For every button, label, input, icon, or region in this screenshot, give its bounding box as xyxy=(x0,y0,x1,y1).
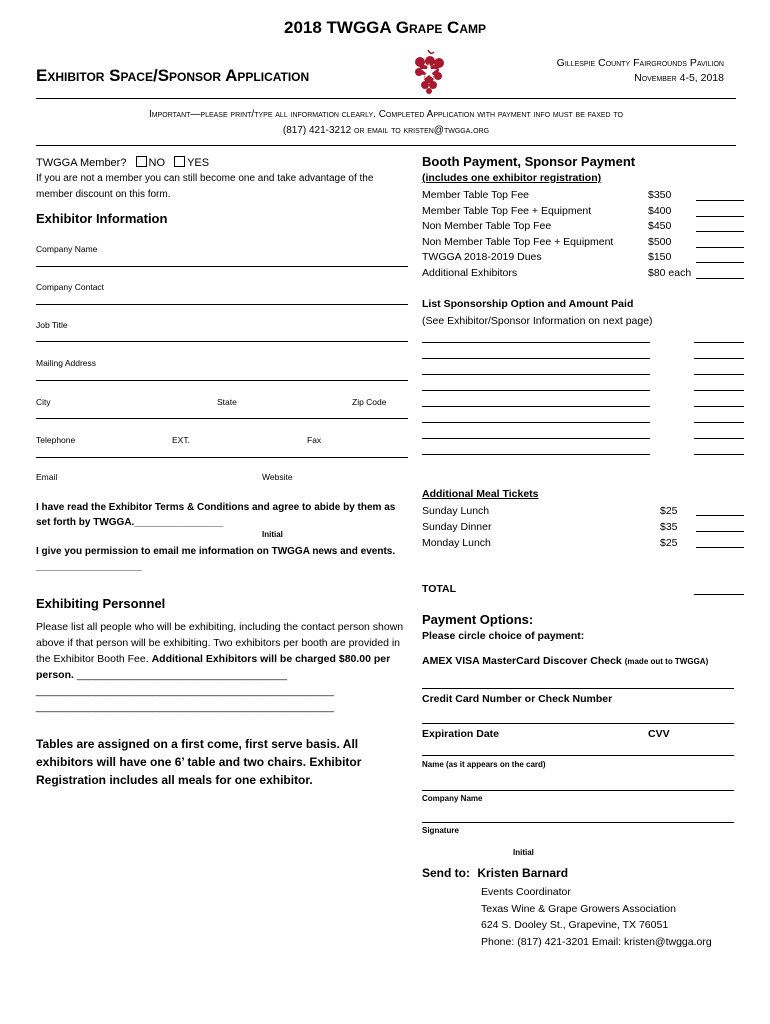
booth-fee-list xyxy=(422,188,744,281)
sponsorship-option-field[interactable] xyxy=(422,390,650,391)
booth-payment-heading: Booth Payment, Sponsor Payment xyxy=(422,154,636,169)
telephone-label: Telephone xyxy=(36,435,76,445)
personnel-line-2[interactable]: ___________________________________________________ xyxy=(36,701,334,713)
fee-amount-blank[interactable] xyxy=(696,235,744,248)
sponsorship-option-field[interactable] xyxy=(422,342,650,343)
total-amount-field[interactable] xyxy=(694,594,744,595)
personnel-line-1[interactable]: ___________________________________________________ xyxy=(36,685,334,697)
member-note: If you are not a member you can still become one and take advantage of the member discount on this form. xyxy=(36,173,374,200)
sponsorship-option-field[interactable] xyxy=(422,358,650,359)
fee-price: $350 xyxy=(648,189,672,201)
meal-price: $35 xyxy=(660,521,678,533)
check-note: (made out to TWGGA) xyxy=(624,657,709,666)
fee-amount-blank[interactable] xyxy=(696,266,744,279)
meal-amount-blank[interactable] xyxy=(696,503,744,516)
booth-subheading: (includes one exhibitor registration) xyxy=(422,172,602,184)
send-to-line: 624 S. Dooley St., Grapevine, TX 76051 xyxy=(481,919,669,931)
send-to-address xyxy=(481,884,712,950)
sponsorship-amount-field[interactable] xyxy=(694,358,744,359)
member-question: TWGGA Member? xyxy=(36,157,127,169)
sponsorship-amount-field[interactable] xyxy=(694,374,744,375)
personnel-instructions xyxy=(36,619,410,715)
instructions-banner xyxy=(36,98,736,146)
sponsorship-option-field[interactable] xyxy=(422,374,650,375)
meal-name: Sunday Dinner xyxy=(422,521,492,533)
total-label: TOTAL xyxy=(422,583,457,595)
form-subtitle: Exhibitor Space/Sponsor Application xyxy=(36,66,310,85)
member-yes-label: YES xyxy=(187,157,210,169)
sponsorship-option-field[interactable] xyxy=(422,454,650,455)
signature-field[interactable] xyxy=(422,822,734,823)
sponsorship-lines xyxy=(422,330,744,470)
fee-name: Member Table Top Fee + Equipment xyxy=(422,204,592,217)
company-name-field[interactable] xyxy=(36,266,408,267)
company-contact-label: Company Contact xyxy=(36,282,105,292)
cvv-label: CVV xyxy=(648,728,670,740)
sponsorship-amount-field[interactable] xyxy=(694,342,744,343)
terms-initial-label: Initial xyxy=(262,530,283,539)
send-to-label: Send to: xyxy=(422,866,470,880)
expiration-cvv-field[interactable] xyxy=(422,723,734,724)
job-title-label: Job Title xyxy=(36,320,68,330)
fee-row xyxy=(422,266,744,282)
website-label: Website xyxy=(262,472,293,482)
fee-name: TWGGA 2018-2019 Dues xyxy=(422,251,542,263)
name-on-card-label: Name (as it appears on the card) xyxy=(422,760,546,769)
sponsorship-amount-field[interactable] xyxy=(694,390,744,391)
fee-row xyxy=(422,250,744,266)
company-name-label: Company Name xyxy=(36,244,98,254)
fee-name: Member Table Top Fee xyxy=(422,189,530,201)
payment-initial-label: Initial xyxy=(513,848,534,857)
sponsorship-option-field[interactable] xyxy=(422,422,650,423)
fee-amount-blank[interactable] xyxy=(696,219,744,232)
sponsorship-heading: List Sponsorship Option and Amount Paid xyxy=(422,298,634,310)
fee-row xyxy=(422,219,744,235)
member-no-label: NO xyxy=(148,157,166,169)
payment-subheading: Please circle choice of payment: xyxy=(422,630,585,642)
state-label: State xyxy=(217,397,237,407)
payment-options-heading: Payment Options: xyxy=(422,612,534,627)
terms-agreement xyxy=(36,500,408,574)
tables-note: Tables are assigned on a first come, first serve basis. All exhibitors will have one 6’ table and two chairs. Exhibitor Registration includes all meals for one exhibitor. xyxy=(36,737,362,787)
email-permission-text: I give you permission to email me information on TWGGA news and events. ___________________ xyxy=(36,546,396,572)
banner-line-2: (817) 421-3212 or email to kristen@twgga.org xyxy=(282,125,490,136)
event-dates: November 4-5, 2018 xyxy=(634,72,724,84)
send-to-line: Events Coordinator xyxy=(481,886,571,898)
form-title: 2018 TWGGA Grape Camp xyxy=(283,18,486,37)
expiration-label: Expiration Date xyxy=(422,728,500,740)
member-no-checkbox[interactable] xyxy=(136,156,147,167)
fax-label: Fax xyxy=(307,435,322,445)
meal-amount-blank[interactable] xyxy=(696,519,744,532)
card-number-field[interactable] xyxy=(422,688,734,689)
meal-row xyxy=(422,535,744,551)
meal-name: Sunday Lunch xyxy=(422,505,490,517)
meal-ticket-list xyxy=(422,503,744,551)
telephone-fax-field[interactable] xyxy=(36,457,408,458)
venue-name: Gillespie County Fairgrounds Pavilion xyxy=(556,57,724,69)
exhibitor-info-heading: Exhibitor Information xyxy=(36,211,168,226)
signature-label: Signature xyxy=(422,826,459,835)
sponsorship-option-field[interactable] xyxy=(422,406,650,407)
job-title-field[interactable] xyxy=(36,341,408,342)
send-to-name: Kristen Barnard xyxy=(477,866,569,880)
sponsorship-subheading: (See Exhibitor/Sponsor Information on next page) xyxy=(422,315,653,327)
mailing-address-field[interactable] xyxy=(36,380,408,381)
sponsorship-amount-field[interactable] xyxy=(694,454,744,455)
sponsorship-amount-field[interactable] xyxy=(694,438,744,439)
meal-row xyxy=(422,503,744,519)
personnel-text: Please list all people who will be exhibiting, including the contact person shown above if that person will be exhibiting. Two exhibitors per booth are provided in the Exhibitor Booth Fee. xyxy=(36,621,404,665)
sponsorship-amount-field[interactable] xyxy=(694,422,744,423)
fee-price: $450 xyxy=(648,220,672,232)
send-to-block xyxy=(422,866,568,880)
member-section xyxy=(36,155,408,203)
meal-tickets-heading: Additional Meal Tickets xyxy=(422,488,539,500)
send-to-line: Phone: (817) 421-3201 Email: kristen@twgga.org xyxy=(481,935,712,948)
fee-row xyxy=(422,204,744,220)
payment-company-field[interactable] xyxy=(422,790,734,791)
fee-price: $500 xyxy=(648,235,672,248)
payment-methods xyxy=(422,655,708,667)
zip-label: Zip Code xyxy=(352,397,387,407)
payment-company-label: Company Name xyxy=(422,794,483,803)
sponsorship-amount-field[interactable] xyxy=(694,406,744,407)
fee-row xyxy=(422,188,744,204)
fee-name: Additional Exhibitors xyxy=(422,266,518,279)
fee-amount-blank[interactable] xyxy=(696,188,744,201)
send-to-line: Texas Wine & Grape Growers Association xyxy=(481,902,676,915)
fee-price: $150 xyxy=(648,251,672,263)
meal-amount-blank[interactable] xyxy=(696,535,744,548)
meal-row xyxy=(422,519,744,535)
email-label: Email xyxy=(36,472,58,482)
venue-block xyxy=(557,56,724,86)
card-number-label: Credit Card Number or Check Number xyxy=(422,693,613,705)
mailing-address-label: Mailing Address xyxy=(36,358,97,368)
fee-name: Non Member Table Top Fee + Equipment xyxy=(422,235,614,248)
fee-price: $400 xyxy=(648,204,672,217)
fee-price: $80 each xyxy=(648,266,692,279)
member-yes-checkbox[interactable] xyxy=(174,156,185,167)
ext-label: EXT. xyxy=(172,435,190,445)
fee-row xyxy=(422,235,744,251)
terms-text: I have read the Exhibitor Terms & Conditions and agree to abide by them as set forth by TWGGA.________________ xyxy=(36,502,396,528)
exhibiting-personnel-heading: Exhibiting Personnel xyxy=(36,596,166,611)
fee-amount-blank[interactable] xyxy=(696,204,744,217)
meal-price: $25 xyxy=(660,505,678,517)
fee-amount-blank[interactable] xyxy=(696,250,744,263)
city-state-zip-field[interactable] xyxy=(36,418,408,419)
banner-line-1: Important—please print/type all information clearly. Completed Application with payment info must be faxed to xyxy=(149,109,623,120)
meal-name: Monday Lunch xyxy=(422,537,491,549)
grape-cluster-logo-icon xyxy=(410,48,446,94)
sponsorship-option-field[interactable] xyxy=(422,438,650,439)
name-on-card-field[interactable] xyxy=(422,755,734,756)
payment-methods-list[interactable]: AMEX VISA MasterCard Discover Check xyxy=(422,655,622,667)
city-label: City xyxy=(36,397,51,407)
meal-price: $25 xyxy=(660,537,678,549)
personnel-bold-text: Additional Exhibitors will be charged $80.00 per person. xyxy=(36,653,391,681)
personnel-blank-inline[interactable]: ____________________________________ xyxy=(76,669,288,681)
company-contact-field[interactable] xyxy=(36,304,408,305)
fee-name: Non Member Table Top Fee xyxy=(422,220,552,232)
